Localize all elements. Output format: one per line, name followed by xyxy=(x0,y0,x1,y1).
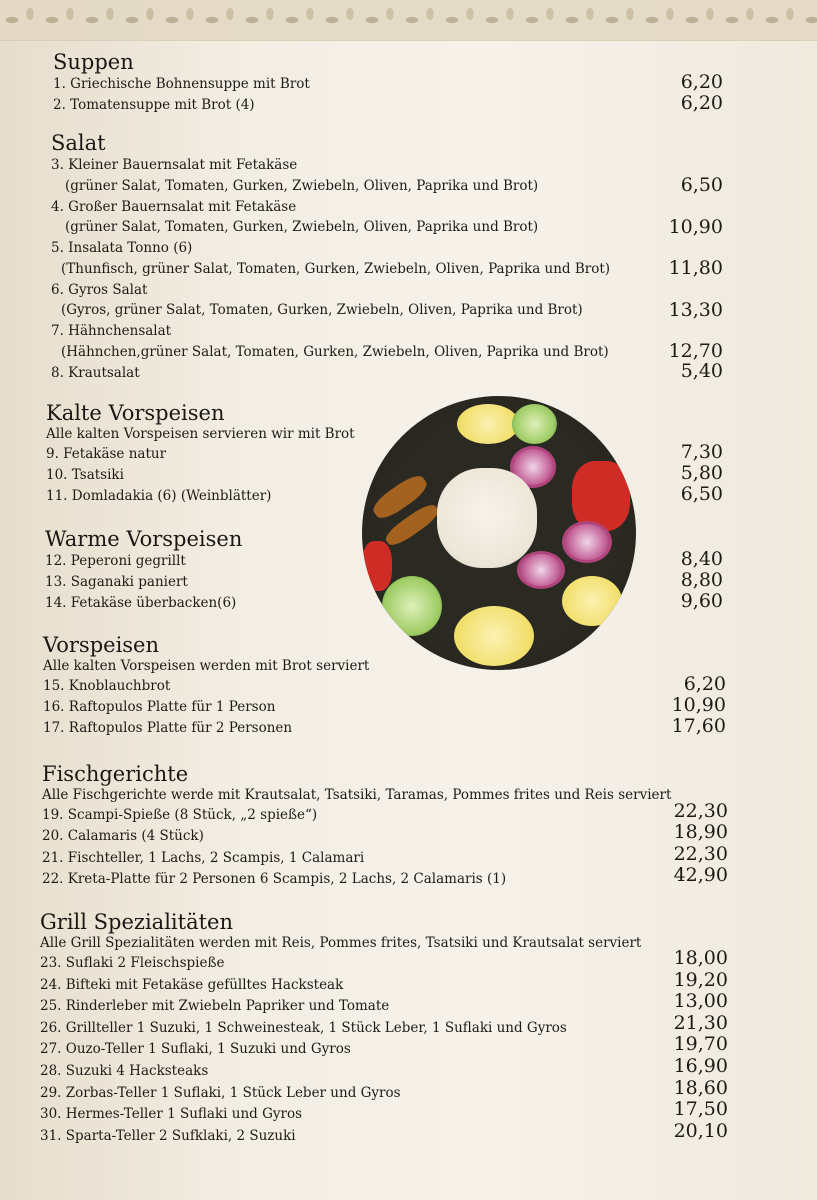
item-price: 10,90 xyxy=(668,215,723,238)
section-intro: Alle Fischgerichte werde mit Krautsalat, Tsatsiki, Taramas, Pommes frites und Reis serviert xyxy=(42,787,672,803)
item-name: 20. Calamaris (4 Stück) xyxy=(42,828,204,845)
menu-item xyxy=(40,947,728,975)
menu-item xyxy=(40,1054,728,1083)
item-description: (grüner Salat, Tomaten, Gurken, Zwiebeln, Oliven, Paprika und Brot) xyxy=(65,177,539,194)
menu-item xyxy=(51,321,723,363)
item-name: 14. Fetakäse überbacken(6) xyxy=(45,595,237,611)
item-price: 18,90 xyxy=(673,821,728,844)
menu-item xyxy=(46,483,723,507)
item-price: 11,80 xyxy=(668,257,723,279)
section-title: Warme Vorspeisen xyxy=(45,527,243,551)
menu-item xyxy=(45,569,723,593)
item-name: 25. Rinderleber mit Zwiebeln Papriker und Tomate xyxy=(40,998,390,1015)
item-name: 7. Hähnchensalat xyxy=(51,323,172,339)
item-description: (Gyros, grüner Salat, Tomaten, Gurken, Zwiebeln, Oliven, Paprika und Brot) xyxy=(61,302,583,319)
menu-item xyxy=(45,590,723,614)
item-name: 22. Kreta-Platte für 2 Personen 6 Scampis, 2 Lachs, 2 Calamaris (1) xyxy=(42,870,507,887)
item-price: 13,30 xyxy=(668,298,723,321)
item-name: 4. Großer Bauernsalat mit Fetakäse xyxy=(51,198,297,215)
item-price: 10,90 xyxy=(671,694,726,716)
menu-item xyxy=(40,968,728,997)
menu-item xyxy=(53,71,723,95)
item-name: 3. Kleiner Bauernsalat mit Fetakäse xyxy=(51,157,298,173)
menu-item xyxy=(40,1098,728,1126)
item-name: 28. Suzuki 4 Hacksteaks xyxy=(40,1062,209,1079)
item-name: 8. Krautsalat xyxy=(51,364,140,381)
section-salat xyxy=(51,131,723,384)
item-price: 17,50 xyxy=(673,1098,728,1121)
item-name: 12. Peperoni gegrillt xyxy=(45,553,186,569)
menu-item xyxy=(40,1076,728,1105)
item-description: (Thunfisch, grüner Salat, Tomaten, Gurken, Zwiebeln, Oliven, Paprika und Brot) xyxy=(61,260,611,277)
item-name: 21. Fischteller, 1 Lachs, 2 Scampis, 1 Calamari xyxy=(42,849,365,866)
item-name: 26. Grillteller 1 Suzuki, 1 Schweinesteak, 1 Stück Leber, 1 Suflaki und Gyros xyxy=(40,1019,567,1036)
item-price: 22,30 xyxy=(673,842,728,865)
menu-item xyxy=(40,990,728,1018)
item-price: 18,00 xyxy=(673,947,728,969)
item-name: 17. Raftopulos Platte für 2 Personen xyxy=(43,720,293,736)
item-price: 12,70 xyxy=(668,340,723,362)
item-name: 30. Hermes-Teller 1 Suflaki und Gyros xyxy=(40,1106,302,1123)
section-grill-spezialitaeten xyxy=(40,910,728,1147)
section-title: Salat xyxy=(51,131,106,155)
menu-item xyxy=(51,280,723,322)
menu-item xyxy=(42,863,728,890)
item-price: 6,20 xyxy=(680,92,723,114)
item-price: 9,60 xyxy=(680,590,723,612)
item-name: 29. Zorbas-Teller 1 Suflaki, 1 Stück Leber und Gyros xyxy=(40,1084,401,1101)
item-description: (Hähnchen,grüner Salat, Tomaten, Gurken, Zwiebeln, Oliven, Paprika und Brot) xyxy=(61,343,609,360)
section-vorspeisen xyxy=(43,633,726,739)
item-price: 6,20 xyxy=(683,673,726,695)
item-price: 42,90 xyxy=(673,863,728,886)
item-name: 23. Suflaki 2 Fleischspieße xyxy=(40,955,225,971)
item-price: 22,30 xyxy=(673,800,728,822)
item-price: 6,50 xyxy=(680,483,723,505)
menu-item xyxy=(42,800,728,826)
menu-item xyxy=(43,694,726,718)
item-price: 19,20 xyxy=(673,968,728,991)
item-price: 17,60 xyxy=(671,715,726,737)
menu-item xyxy=(46,462,723,486)
item-price: 6,50 xyxy=(680,174,723,196)
item-price: 13,00 xyxy=(673,990,728,1013)
menu-item xyxy=(40,1119,728,1148)
item-price: 19,70 xyxy=(673,1033,728,1056)
item-name: 27. Ouzo-Teller 1 Suflaki, 1 Suzuki und Gyros xyxy=(40,1041,351,1058)
menu-item xyxy=(40,1011,728,1040)
ornamental-border xyxy=(0,0,817,41)
section-title: Kalte Vorspeisen xyxy=(46,401,225,425)
menu-item xyxy=(51,155,723,197)
section-title: Vorspeisen xyxy=(43,633,160,657)
item-price: 5,80 xyxy=(680,462,723,484)
item-name: 13. Saganaki paniert xyxy=(45,574,188,590)
section-title: Grill Spezialitäten xyxy=(40,910,233,934)
section-title: Fischgerichte xyxy=(42,762,189,786)
menu-item xyxy=(40,1033,728,1061)
item-price: 8,40 xyxy=(680,548,723,570)
section-suppen xyxy=(53,50,723,116)
item-name: 24. Bifteki mit Fetakäse gefülltes Hacksteak xyxy=(40,976,344,993)
item-price: 8,80 xyxy=(680,569,723,591)
section-title: Suppen xyxy=(53,50,134,74)
item-name: 19. Scampi-Spieße (8 Stück, „2 spieße“) xyxy=(42,807,318,823)
item-name: 10. Tsatsiki xyxy=(46,467,124,483)
item-name: 15. Knoblauchbrot xyxy=(43,678,171,694)
item-name: 2. Tomatensuppe mit Brot (4) xyxy=(53,97,255,113)
item-name: 6. Gyros Salat xyxy=(51,281,148,298)
item-name: 9. Fetakäse natur xyxy=(46,446,167,462)
section-fischgerichte xyxy=(42,762,728,890)
item-name: 31. Sparta-Teller 2 Sufklaki, 2 Suzuki xyxy=(40,1127,296,1144)
menu-item xyxy=(42,842,728,869)
item-name: 1. Griechische Bohnensuppe mit Brot xyxy=(53,76,310,92)
menu-item xyxy=(51,238,723,280)
menu-item xyxy=(46,441,723,465)
section-warme-vorspeisen xyxy=(45,527,723,614)
menu-item xyxy=(43,715,726,739)
item-price: 6,20 xyxy=(680,71,723,93)
item-price: 18,60 xyxy=(673,1076,728,1099)
section-intro: Alle Grill Spezialitäten werden mit Reis, Pommes frites, Tsatsiki und Krautsalat serviert xyxy=(40,935,642,951)
item-price: 7,30 xyxy=(680,441,723,463)
item-price: 5,40 xyxy=(680,359,723,382)
menu-item xyxy=(51,359,723,384)
item-name: 11. Domladakia (6) (Weinblätter) xyxy=(46,488,272,504)
menu-item xyxy=(53,92,723,116)
item-price: 21,30 xyxy=(673,1011,728,1034)
section-intro: Alle kalten Vorspeisen servieren wir mit Brot xyxy=(46,426,355,442)
item-name: 5. Insalata Tonno (6) xyxy=(51,240,193,256)
menu-item xyxy=(51,197,723,239)
menu-item xyxy=(42,821,728,847)
menu-item xyxy=(43,673,726,697)
section-intro: Alle kalten Vorspeisen werden mit Brot serviert xyxy=(43,658,370,674)
item-description: (grüner Salat, Tomaten, Gurken, Zwiebeln, Oliven, Paprika und Brot) xyxy=(65,219,539,236)
section-kalte-vorspeisen xyxy=(46,401,723,507)
menu-item xyxy=(45,548,723,572)
item-name: 16. Raftopulos Platte für 1 Person xyxy=(43,699,276,715)
item-price: 16,90 xyxy=(673,1054,728,1077)
item-price: 20,10 xyxy=(673,1119,728,1142)
